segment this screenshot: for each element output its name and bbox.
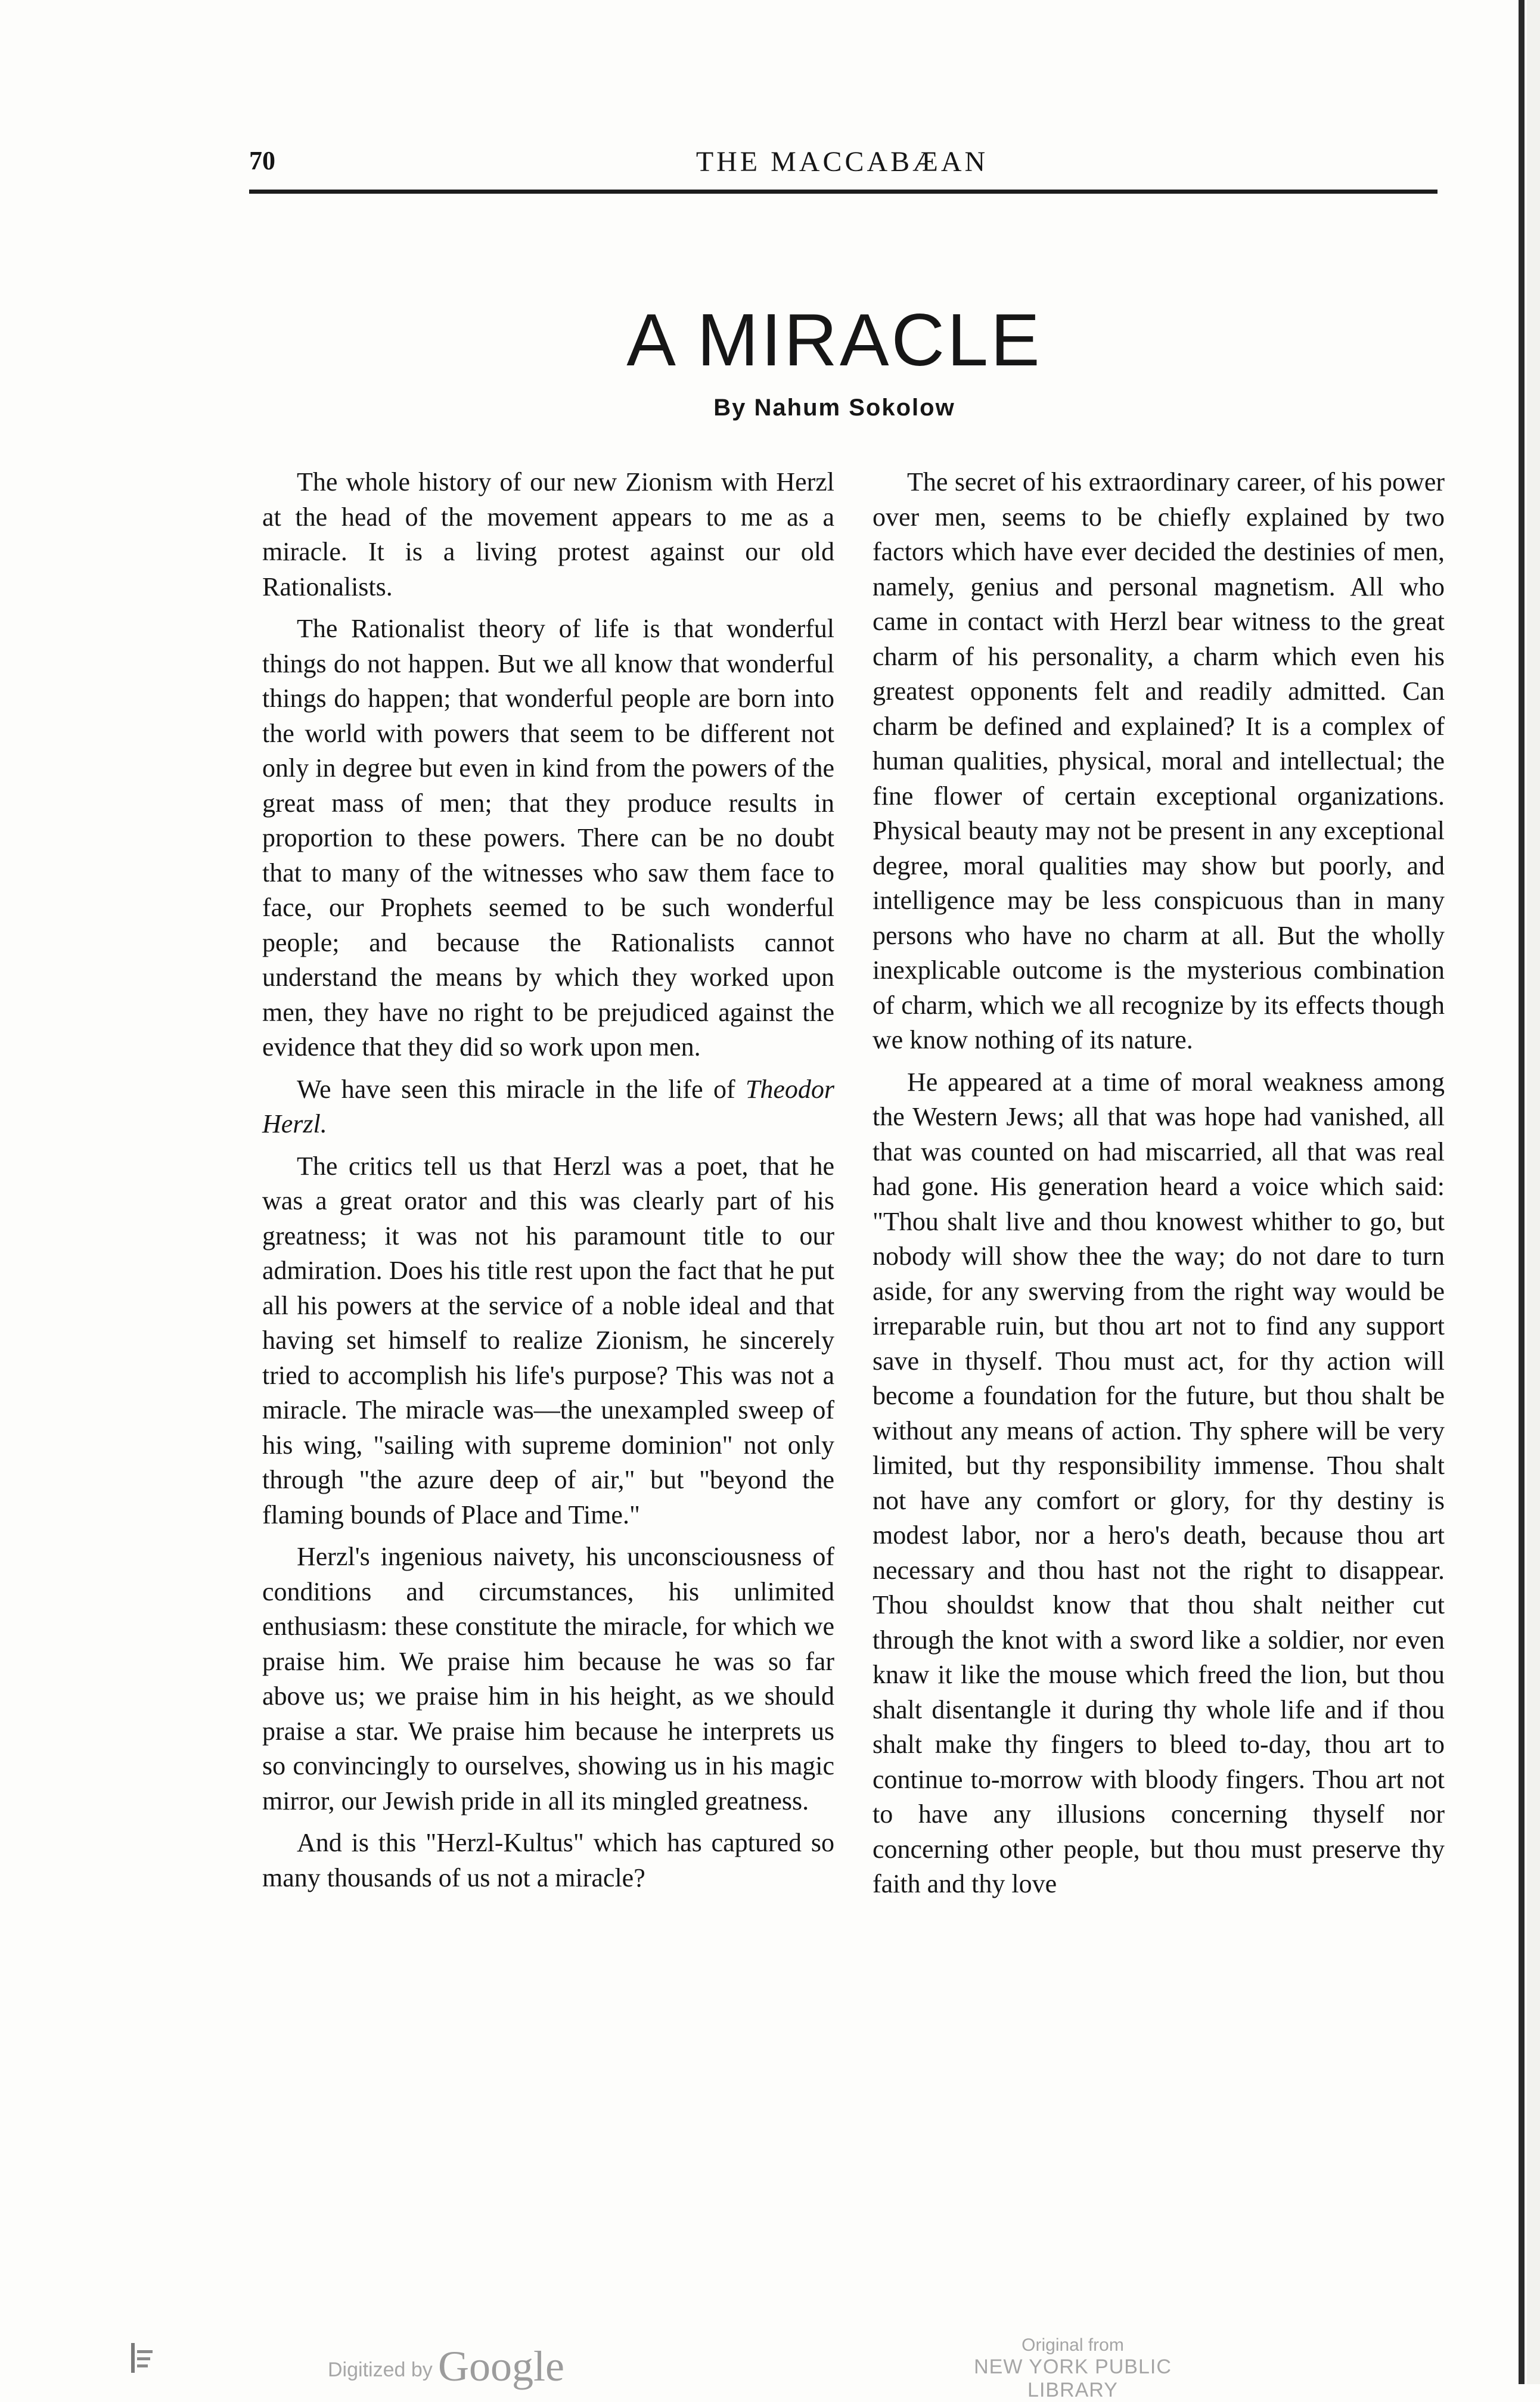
- original-from-watermark: [930, 2335, 1216, 2402]
- library-name: NEW YORK PUBLIC LIBRARY: [974, 2356, 1172, 2401]
- paragraph-text: We have seen this miracle in the life of: [297, 1074, 746, 1104]
- header-rule: [249, 190, 1437, 194]
- digitized-by-label: Digitized by: [328, 2358, 433, 2381]
- paragraph: The whole history of our new Zionism with Herzl at the head of the movement appears to me as a miracle. It is a living protest against our old Rationalists.: [262, 467, 834, 601]
- paragraph: The Rationalist theory of life is that wonderful things do not happen. But we all know that wonderful things do happen; that wonderful people are born into the world with powers that seem to be different not only in degree but even in kind from the powers of the great mass of men; that they produce results in proportion to these powers. There can be no doubt that to many of the witnesses who saw them face to face, our Prophets seemed to be such wonderful people; and because the Rationalists cannot understand the means by which they worked upon men, they have no right to be prejudiced against the evidence that they did so work upon men.: [262, 614, 834, 1062]
- right-column: [873, 465, 1445, 1909]
- page-edge-shadow: [1519, 0, 1525, 2384]
- scan-artifact-icon: [129, 2339, 155, 2375]
- paragraph: Herzl's ingenious naivety, his unconsciousness of conditions and circumstances, his unlimited enthusiasm: these constitute the miracle, for which we praise him. We praise him because he was so far above us; we praise him in his height, as we should praise a star. We praise him because he interprets us so convincingly to ourselves, showing us in his magic mirror, our Jewish pride in all its mingled greatness.: [262, 1542, 834, 1816]
- article-byline: By Nahum Sokolow: [713, 395, 955, 421]
- running-head: [249, 145, 1435, 187]
- paragraph: [262, 1072, 834, 1142]
- google-logo: Google: [438, 2342, 564, 2390]
- paragraph: The critics tell us that Herzl was a poet, that he was a great orator and this was clearly part of his greatness; it was not his paramount title to our admiration. Does his title rest upon the fact that he put all his powers at the service of a noble ideal and that having set himself to realize Zionism, he sincerely tried to accomplish his life's purpose? This was not a miracle. The miracle was—the unexampled sweep of his wing, "sailing with supreme dominion" not only through "the azure deep of air," but "beyond the flaming bounds of Place and Time.": [262, 1151, 834, 1529]
- page-edge-margin: [1527, 0, 1540, 2384]
- article-title: A MIRACLE: [626, 299, 1042, 381]
- digitized-by-watermark: [328, 2342, 596, 2390]
- italic-name: Theodor Herzl.: [262, 1074, 834, 1138]
- paragraph: He appeared at a time of moral weakness among the Western Jews; all that was hope had vanished, all that was counted on had miscarried, all that was real had gone. His generation heard a voice which said: "Thou shalt live and thou knowest whither to go, but nobody will show thee the way; do not dare to turn aside, for any swerving from the right way would be irreparable ruin, but thou art not to find any support save in thyself. Thou must act, for thy action will become a foundation for the future, but thou shalt be without any means of action. Thy sphere will be very limited, but thy responsibility immense. Thou shalt not have any comfort or glory, for thy destiny is modest labor, nor a hero's death, because thou art necessary and thou hast not the right to disappear. Thou shouldst know that thou shalt neither cut through the knot with a sword like a soldier, nor even knaw it like the mouse which freed the lion, but thou shalt disentangle it during thy whole life and if thou shalt make thy fingers to bleed to-day, thou art to continue to-morrow with bloody fingers. Thou art not to have any illusions concerning thyself nor concerning other people, but thou must preserve thy faith and thy love: [873, 1067, 1445, 1898]
- page-number: 70: [249, 146, 275, 175]
- paragraph: And is this "Herzl-Kultus" which has captured so many thousands of us not a miracle?: [262, 1828, 834, 1892]
- original-from-label: Original from: [1022, 2335, 1124, 2355]
- journal-title: THE MACCABÆAN: [696, 146, 989, 178]
- paragraph: The secret of his extraordinary career, of his power over men, seems to be chiefly explained by two factors which have ever decided the destinies of men, namely, genius and personal magnetism. All who came in contact with Herzl bear witness to the great charm of his personality, a charm which even his greatest opponents felt and readily admitted. Can charm be defined and explained? It is a complex of human qualities, physical, moral and intellectual; the fine flower of certain exceptional organizations. Physical beauty may not be present in any exceptional degree, moral qualities may show but poorly, and intelligence may be less conspicuous than in many persons who have no charm at all. But the wholly inexplicable outcome is the mysterious combination of charm, which we all recognize by its effects though we know nothing of its nature.: [873, 467, 1445, 1054]
- left-column: [262, 465, 834, 1903]
